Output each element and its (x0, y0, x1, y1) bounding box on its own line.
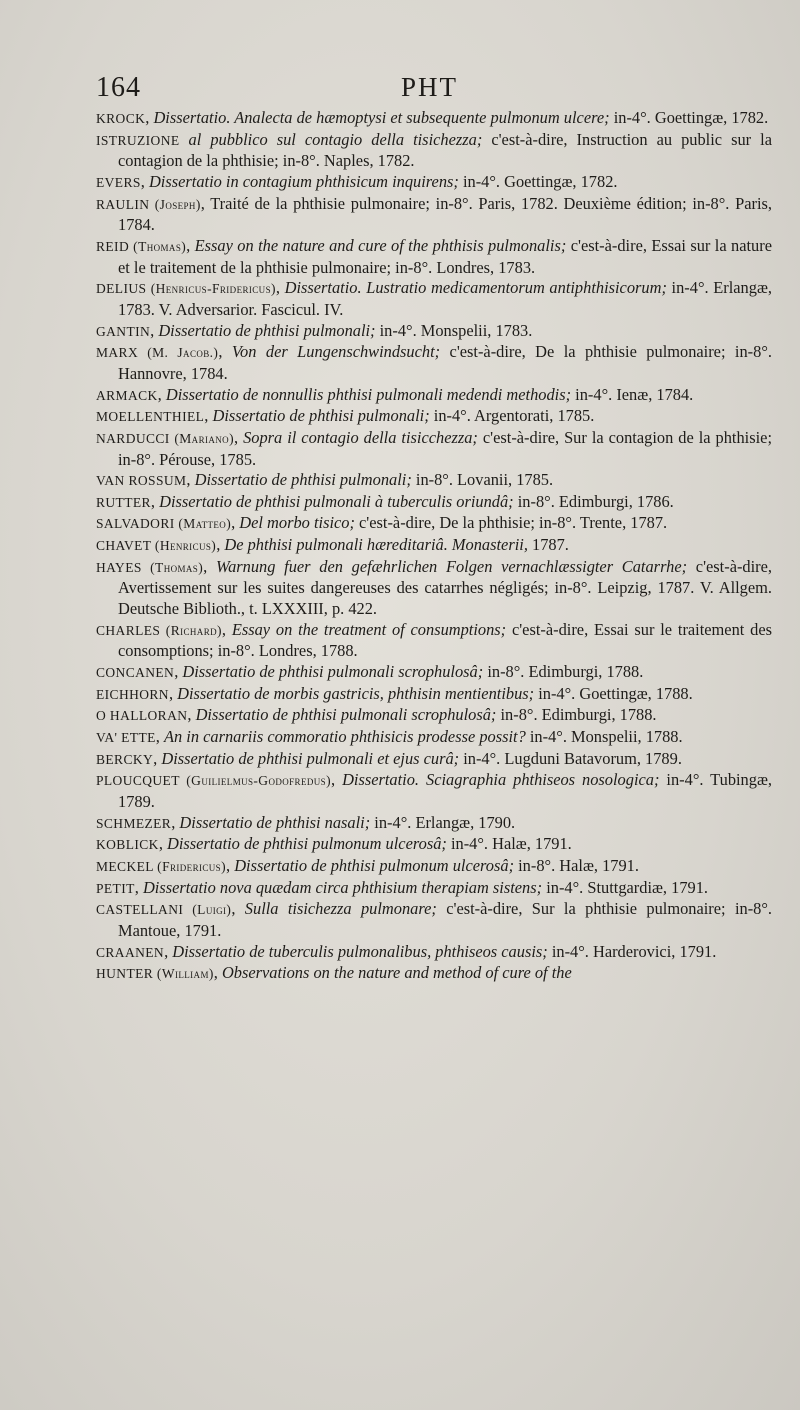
entry-author: HUNTER (William) (96, 966, 214, 982)
entry-title: Dissertatio de phthisi pulmonali; (212, 406, 430, 426)
entry-title: al pubblico sul contagio della tisichezza; (188, 129, 483, 149)
page-number: 164 (96, 72, 141, 103)
entry-title: Dissertatio de phthisi nasali; (179, 812, 371, 832)
entry-author: O HALLORAN (96, 708, 188, 724)
entry-details: in-4°. Tubingæ, 1789. (118, 770, 772, 811)
entry-author: EVERS (96, 174, 141, 190)
entry-details: 1787. (527, 535, 569, 555)
entry-details: in-4°. Ienæ, 1784. (571, 384, 694, 404)
entry-title: Dissertatio. Lustratio medicamentorum antiphthisicorum; (284, 278, 667, 298)
entry-details: in-4°. Erlangæ, 1783. V. Adversarior. Fascicul. IV. (118, 278, 772, 319)
entry-details: c'est-à-dire, De la phthisie pulmonaire; in-8°. Hannovre, 1784. (118, 342, 772, 383)
entry-author: SCHMEZER (96, 815, 172, 831)
entry-separator: , (231, 513, 240, 533)
entry-author: VA' ETTE (96, 730, 156, 746)
bibliography-entry (96, 834, 772, 856)
entry-separator: , (150, 491, 160, 511)
entry-separator: , (134, 877, 143, 897)
entry-author: ISTRUZIONE (96, 132, 180, 148)
bibliography-entry (96, 620, 772, 662)
entry-separator: , (225, 855, 235, 875)
entry-separator: , (171, 812, 180, 832)
bibliography-entry (96, 749, 772, 771)
entry-title: Dissertatio de phthisi pulmonali et ejus curâ; (161, 748, 460, 768)
entry-title: An in carnariis commoratio phthisicis prodesse possit? (163, 727, 526, 747)
entry-title: Sopra il contagio della tisicchezza; (243, 427, 478, 447)
entry-details: in-8°. Lovanii, 1785. (411, 470, 554, 490)
entry-details: in-8°. Edimburgi, 1788. (496, 705, 657, 725)
page-header (96, 72, 760, 108)
bibliography-entry (96, 770, 772, 812)
entry-title: Sulla tisichezza pulmonare; (244, 899, 437, 919)
entry-separator: , (187, 705, 196, 725)
entry-author: GANTIN (96, 323, 151, 339)
entry-separator: , (168, 683, 178, 703)
entry-title: Von der Lungenschwindsucht; (231, 342, 441, 362)
entry-title: Dissertatio de nonnullis phthisi pulmonali medendi methodis; (165, 384, 572, 404)
entry-details: in-4°. Goettingæ, 1788. (534, 683, 693, 703)
bibliography-entry (96, 727, 772, 749)
bibliography-entry (96, 513, 772, 535)
bibliography-entry (96, 684, 772, 706)
entry-separator: , (155, 727, 164, 747)
entry-author: MARX (M. Jacob.) (96, 345, 219, 361)
entry-author: BERCKY (96, 751, 154, 767)
entry-details: in-4°. Erlangæ, 1790. (370, 812, 516, 832)
entry-title: Dissertatio in contagium phthisicum inquirens; (148, 171, 459, 191)
entry-title: Del morbo tisico; (239, 513, 355, 533)
entry-details: in-4°. Goettingæ, 1782. (609, 108, 769, 127)
entry-details: c'est-à-dire, Essai sur la nature et le traitement de la phthisie pulmonaire; in-8°. Londres, 1783. (118, 235, 772, 277)
entry-author: HAYES (Thomas) (96, 559, 204, 575)
bibliography-entry (96, 108, 772, 130)
bibliography-entry (96, 856, 772, 878)
entry-separator: , (153, 748, 162, 768)
entry-details: c'est-à-dire, Avertissement sur les suites dangereuses des catarrhes négligés; in-8°. Leipzig, 1787. V. Allgem. Deutsche Biblioth., t. LXXXIII, p. 422. (118, 556, 773, 619)
entry-title: Essay on the nature and cure of the phthisis pulmonalis; (194, 235, 567, 255)
entry-title: Essay on the treatment of consumptions; (231, 619, 507, 639)
entry-title: Dissertatio de morbis gastricis, phthisin mentientibus; (177, 683, 535, 703)
entry-author: PETIT (96, 880, 135, 896)
entry-title: De phthisi pulmonali hæreditariâ. Monasterii, (224, 535, 528, 555)
entry-author: CONCANEN (96, 665, 175, 681)
entry-details: Traité de la phthisie pulmonaire; in-8°. Paris, 1782. Deuxième édition; in-8°. Paris, 1784. (118, 193, 772, 235)
entry-details: in-4°. Lugduni Batavorum, 1789. (459, 748, 682, 768)
entry-author: PLOUCQUET (Guilielmus-Godofredus) (96, 773, 331, 789)
bibliography-entry (96, 130, 772, 172)
bibliography-entry (96, 385, 772, 407)
entry-author: MECKEL (Fridericus) (96, 858, 226, 874)
bibliography-entry (96, 942, 772, 964)
entry-details: c'est-à-dire, Sur la phthisie pulmonaire; in-8°. Mantoue, 1791. (118, 899, 773, 940)
bibliography-entry (96, 428, 772, 470)
bibliography-entry (96, 278, 772, 320)
bibliography-entry (96, 236, 772, 278)
entry-details: c'est-à-dire, Sur la contagion de la phthisie; in-8°. Pérouse, 1785. (118, 427, 772, 469)
entry-separator: , (233, 427, 244, 447)
entry-author: CHAVET (Henricus) (96, 538, 217, 554)
entry-separator: , (158, 834, 168, 854)
entry-author: CHARLES (Richard) (96, 622, 222, 638)
bibliography-entry (96, 342, 772, 384)
entry-title: Dissertatio de phthisi pulmonali à tuberculis oriundâ; (159, 491, 514, 511)
entry-author: RUTTER (96, 494, 151, 510)
entry-details: c'est-à-dire, Instruction au public sur la contagion de la phthisie; in-8°. Naples, 1782. (118, 129, 772, 171)
entry-separator: , (213, 963, 222, 983)
entry-separator: , (157, 384, 166, 404)
entry-separator: , (330, 770, 343, 790)
entry-separator: , (216, 535, 225, 555)
entry-details: in-4°. Argentorati, 1785. (429, 406, 595, 426)
bibliography-entry (96, 963, 772, 985)
entry-title: Dissertatio de phthisi pulmonali; (158, 320, 376, 340)
entry-details: in-4°. Halæ, 1791. (446, 834, 572, 854)
entry-separator: , (186, 470, 195, 490)
entry-author: ARMACK (96, 387, 158, 403)
entry-author: KROCK (96, 111, 146, 126)
entry-title: Dissertatio de phthisi pulmonum ulcerosâ; (167, 834, 447, 854)
entry-title: Observations on the nature and method of cure of the (221, 963, 572, 983)
entry-separator: , (174, 662, 183, 682)
entry-separator: , (204, 406, 213, 426)
entry-title: Dissertatio de phthisi pulmonum ulcerosâ; (234, 855, 515, 875)
entry-title: Dissertatio de tuberculis pulmonalibus, phthiseos causis; (172, 941, 548, 961)
entry-details: c'est-à-dire, De la phthisie; in-8°. Trente, 1787. (354, 513, 668, 533)
entry-title: Dissertatio de phthisi pulmonali scrophulosâ; (182, 662, 484, 682)
bibliography-entry (96, 662, 772, 684)
entry-details: in-4°. Stuttgardiæ, 1791. (542, 877, 709, 897)
entry-author: EICHHORN (96, 686, 169, 702)
entry-author: NARDUCCI (Mariano) (96, 430, 234, 446)
entry-separator: , (203, 556, 216, 576)
entry-author: RAULIN (Joseph) (96, 196, 201, 212)
entry-details: in-8°. Edimburgi, 1788. (483, 662, 644, 682)
entry-details: in-8°. Halæ, 1791. (514, 855, 639, 875)
entry-author: DELIUS (Henricus-Fridericus) (96, 281, 276, 297)
entry-author: KOBLICK (96, 837, 159, 853)
bibliography-entry (96, 878, 772, 900)
entry-separator: , (150, 320, 159, 340)
entry-author: REID (Thomas) (96, 238, 187, 254)
entry-author: CRAANEN (96, 944, 165, 960)
entry-details: c'est-à-dire, Essai sur le traitement des consomptions; in-8°. Londres, 1788. (118, 619, 772, 661)
bibliography-entry (96, 321, 772, 343)
bibliography-entry (96, 470, 772, 492)
bibliography-entry (96, 705, 772, 727)
entry-title: Dissertatio. Analecta de hæmoptysi et subsequente pulmonum ulcere; (153, 108, 610, 127)
bibliography-list (96, 108, 772, 985)
entry-author: MOELLENTHIEL (96, 409, 205, 425)
running-head: PHT (401, 72, 459, 102)
bibliography-entry (96, 557, 772, 620)
entry-separator: , (164, 941, 173, 961)
entry-title: Dissertatio. Sciagraphia phthiseos nosologica; (342, 770, 660, 790)
bibliography-entry (96, 813, 772, 835)
entry-title: Warnung fuer den gefæhrlichen Folgen vernachlæssigter Catarrhe; (215, 556, 688, 576)
entry-separator (180, 130, 189, 149)
entry-author: SALVADORI (Matteo) (96, 516, 232, 532)
bibliography-entry (96, 492, 772, 514)
entry-separator: , (140, 171, 149, 191)
entry-details: in-4°. Harderovici, 1791. (547, 941, 717, 961)
entry-title: Dissertatio de phthisi pulmonali; (194, 470, 412, 490)
entry-details: in-8°. Edimburgi, 1786. (513, 491, 674, 511)
entry-separator: , (221, 619, 232, 639)
entry-details: in-4°. Monspelii, 1783. (375, 320, 533, 340)
entry-separator: , (231, 899, 245, 919)
bibliography-entry (96, 172, 772, 194)
entry-separator: , (275, 278, 285, 298)
entry-separator: , (186, 235, 195, 255)
entry-author: VAN ROSSUM (96, 473, 187, 489)
bibliography-entry (96, 899, 772, 941)
entry-separator: , (200, 193, 211, 213)
entry-details: in-4°. Monspelii, 1788. (525, 727, 683, 747)
entry-separator: , (218, 342, 232, 362)
entry-separator: , (145, 108, 154, 127)
entry-title: Dissertatio de phthisi pulmonali scrophulosâ; (195, 705, 497, 725)
bibliography-entry (96, 406, 772, 428)
entry-title: Dissertatio nova quædam circa phthisium therapiam sistens; (142, 877, 543, 897)
bibliography-entry (96, 535, 772, 557)
bibliography-entry (96, 194, 772, 236)
entry-author: CASTELLANI (Luigi) (96, 902, 232, 918)
entry-details: in-4°. Goettingæ, 1782. (458, 171, 618, 191)
